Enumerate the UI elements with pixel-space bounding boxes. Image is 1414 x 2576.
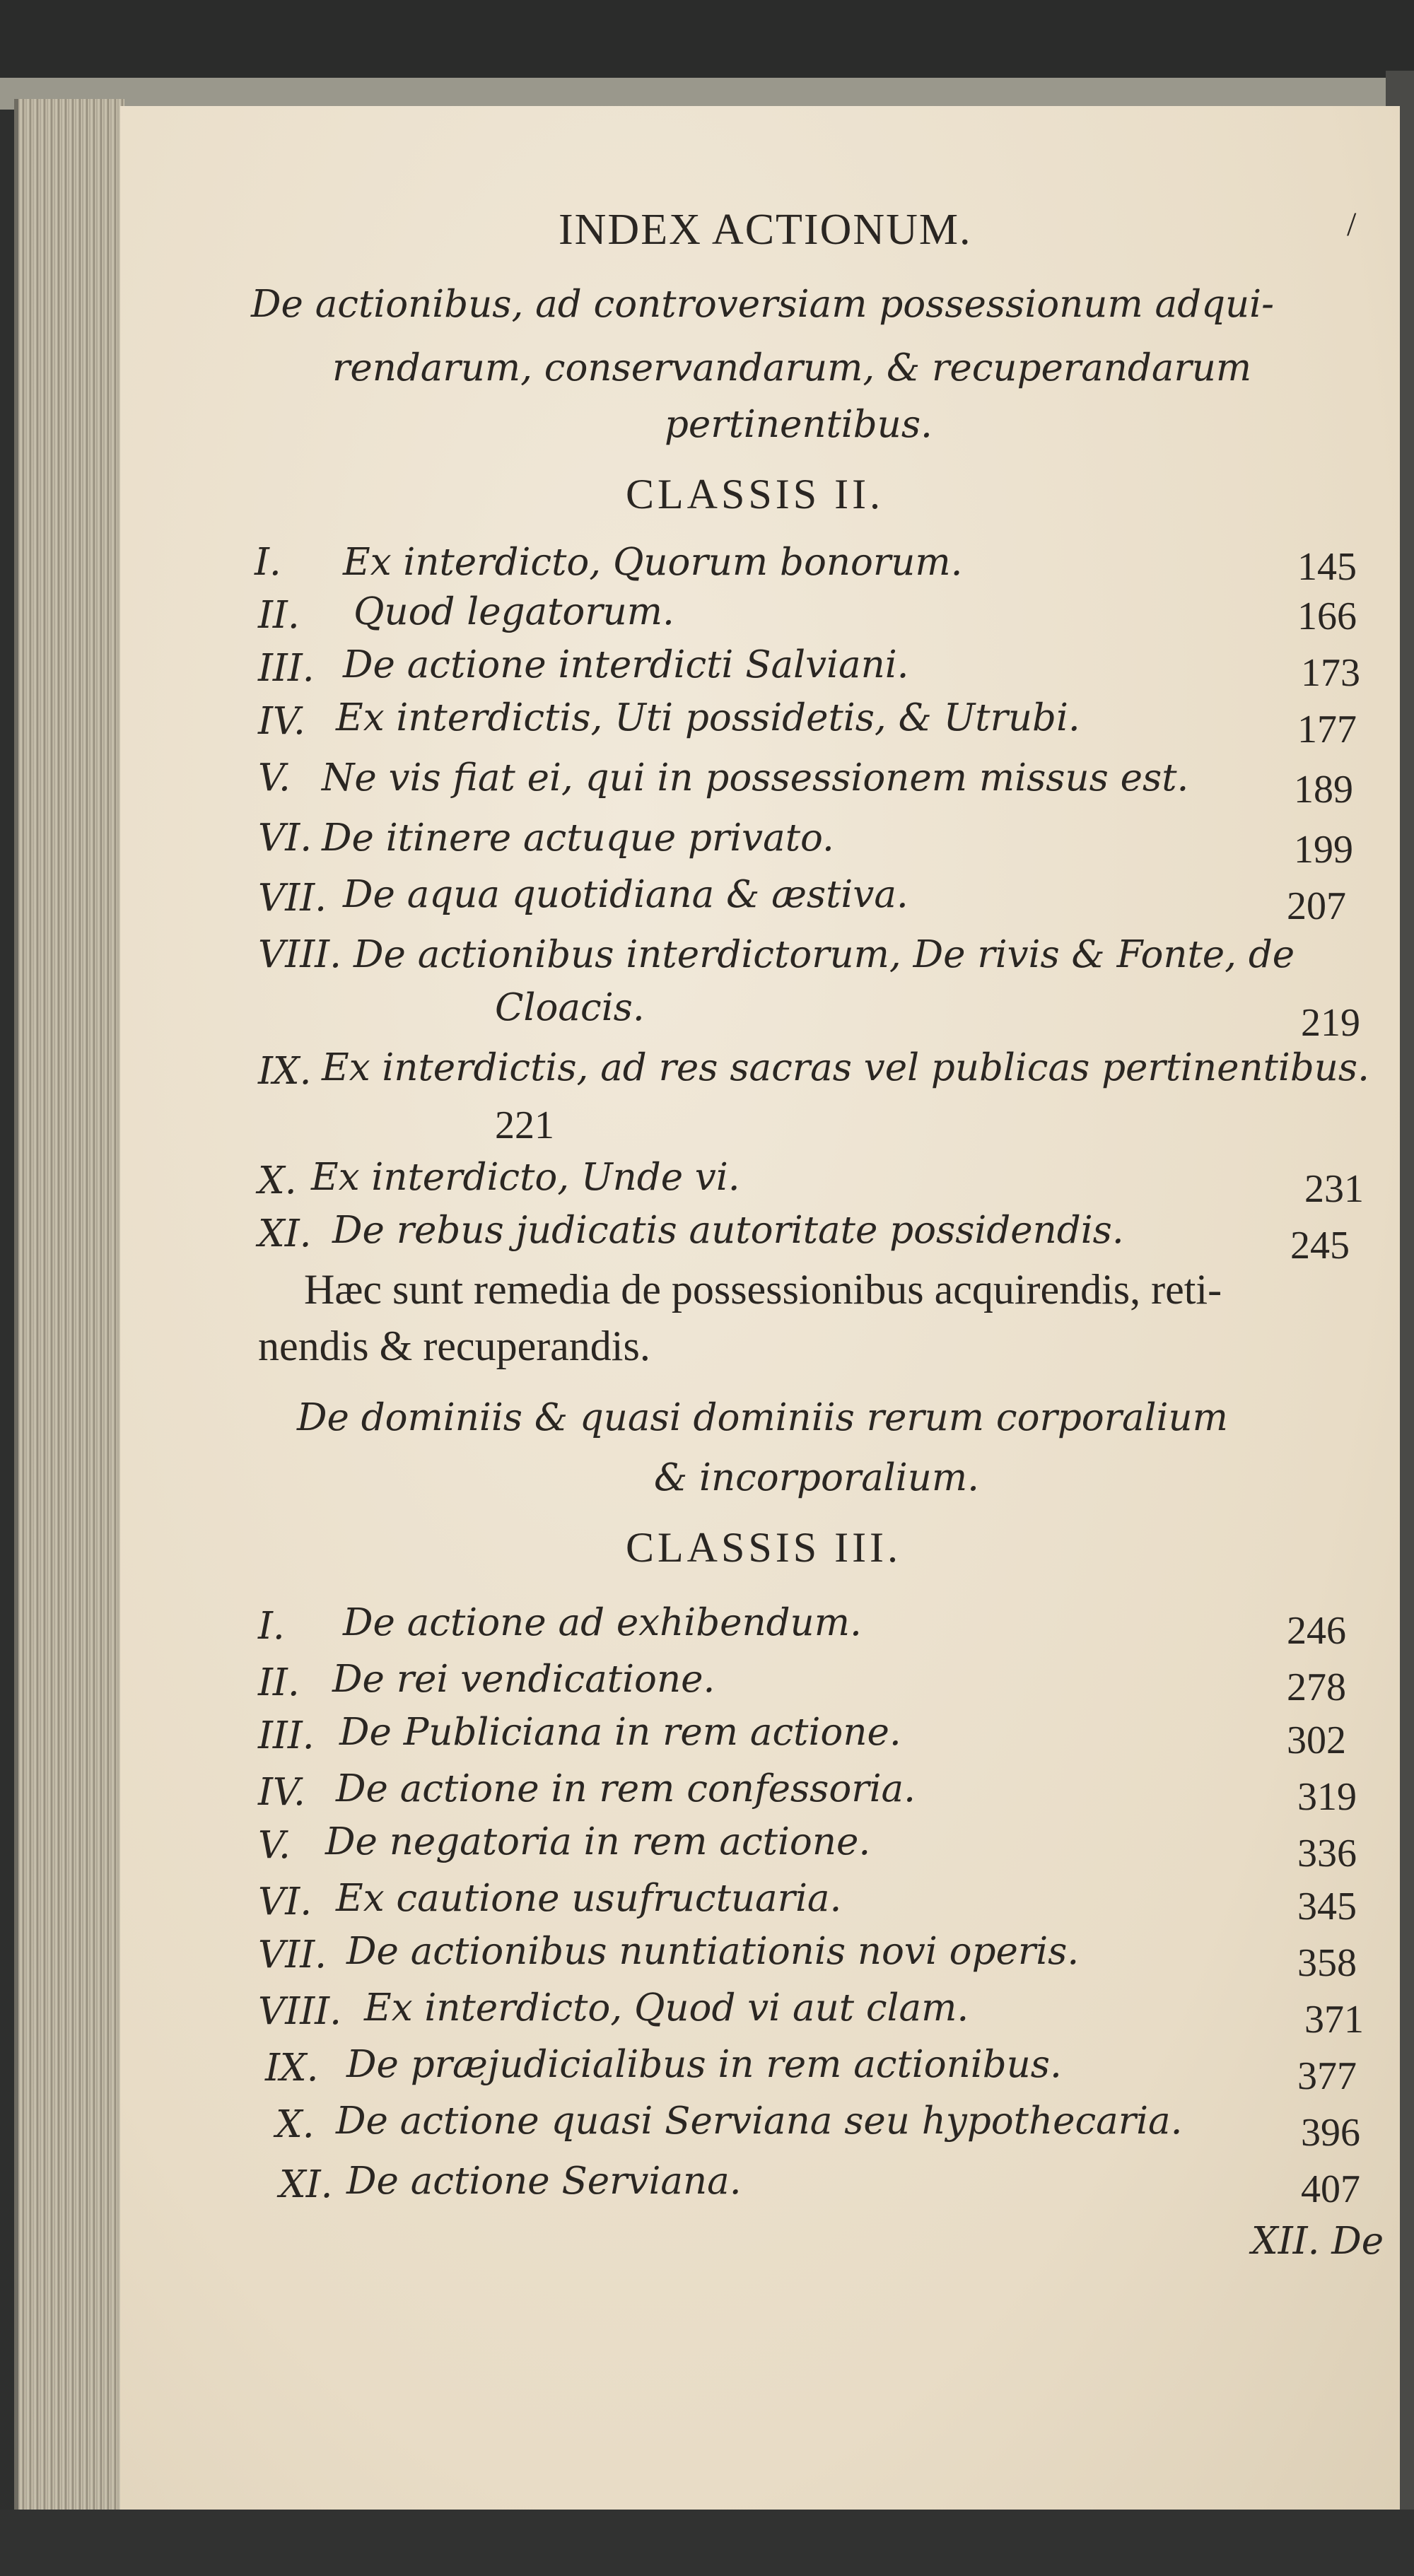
entry-numeral: VII. <box>258 877 327 920</box>
entry-numeral: XI. <box>279 2163 333 2206</box>
entry-numeral: IX. <box>258 1050 312 1093</box>
section-heading-line: pertinentibus. <box>665 403 933 446</box>
entry-numeral: X. <box>276 2103 315 2146</box>
entry-title: Ex interdicto, Quorum bonorum. <box>343 541 963 584</box>
entry-title: Quod legatorum. <box>354 590 674 633</box>
entry-numeral: VIII. <box>258 933 341 976</box>
entry-numeral: I. <box>255 541 281 584</box>
entry-numeral: I. <box>258 1605 285 1648</box>
scan-background-bottom <box>0 2510 1414 2576</box>
entry-numeral: IX. <box>265 2047 319 2090</box>
entry-title: De actione quasi Serviana seu hypothecaria. <box>336 2100 1183 2143</box>
entry-title: De præjudicialibus in rem actionibus. <box>346 2043 1062 2086</box>
entry-page: 245 <box>1290 1224 1350 1267</box>
entry-title: De aqua quotidiana & æstiva. <box>343 873 908 916</box>
entry-numeral: VI. <box>258 816 312 860</box>
section-heading-line: & incorporalium. <box>654 1456 979 1499</box>
entry-title: De actionibus interdictorum, De rivis & Fonte, de <box>354 933 1295 976</box>
entry-numeral: II. <box>258 594 300 637</box>
closing-line: nendis & recuperandis. <box>258 1323 650 1369</box>
entry-page: 278 <box>1287 1665 1346 1709</box>
entry-title: Ex interdicto, Unde vi. <box>311 1156 740 1199</box>
entry-title: De actione ad exhibendum. <box>343 1601 862 1644</box>
corner-mark: / <box>1347 206 1357 243</box>
entry-numeral: VI. <box>258 1880 312 1924</box>
closing-line: Hæc sunt remedia de possessionibus acquirendis, reti- <box>304 1266 1222 1313</box>
entry-page: 177 <box>1297 708 1357 751</box>
entry-title: De rebus judicatis autoritate possidendis. <box>332 1209 1124 1252</box>
section-heading-line: rendarum, conservandarum, & recuperandarum <box>332 346 1252 390</box>
entry-numeral: V. <box>258 756 291 800</box>
entry-title: De negatoria in rem actione. <box>325 1820 871 1863</box>
entry-title: Ex interdicto, Quod vi aut clam. <box>364 1986 969 2030</box>
entry-title: De itinere actuque privato. <box>322 816 834 860</box>
section-heading-line: De actionibus, ad controversiam possessionum adqui- <box>251 283 1274 326</box>
entry-numeral: IV. <box>258 1771 305 1814</box>
entry-page: 371 <box>1304 1998 1364 2042</box>
entry-title: De actione Serviana. <box>346 2160 742 2203</box>
entry-numeral: V. <box>258 1824 291 1867</box>
entry-page: 358 <box>1297 1941 1357 1985</box>
entry-page: 145 <box>1297 545 1357 589</box>
entry-page: 221 <box>495 1103 554 1147</box>
entry-numeral: X. <box>258 1159 297 1202</box>
entry-page: 319 <box>1297 1775 1357 1819</box>
entry-title: Ne vis fiat ei, qui in possessionem missus est. <box>322 756 1189 800</box>
entry-numeral: III. <box>258 1714 315 1757</box>
classis-heading: CLASSIS II. <box>626 471 884 517</box>
entry-page: 199 <box>1294 828 1353 872</box>
page-stack-edges <box>14 99 124 2524</box>
entry-title: De Publiciana in rem actione. <box>339 1711 901 1754</box>
entry-numeral: VII. <box>258 1933 327 1977</box>
catchword: XII. De <box>1251 2220 1384 2263</box>
entry-title: De actione interdicti Salviani. <box>343 643 909 686</box>
entry-page: 231 <box>1304 1167 1364 1211</box>
entry-page: 407 <box>1301 2167 1360 2211</box>
entry-page: 173 <box>1301 651 1360 695</box>
entry-page: 246 <box>1287 1609 1346 1653</box>
entry-title: De rei vendicatione. <box>332 1658 715 1701</box>
book-cover-edge <box>0 78 1414 110</box>
entry-page: 377 <box>1297 2054 1357 2098</box>
entry-numeral: IV. <box>258 700 305 743</box>
entry-page: 302 <box>1287 1719 1346 1762</box>
entry-page: 219 <box>1301 1001 1360 1045</box>
entry-page: 336 <box>1297 1832 1357 1875</box>
entry-page: 166 <box>1297 595 1357 638</box>
entry-numeral: XI. <box>258 1212 312 1255</box>
entry-title: De actionibus nuntiationis novi operis. <box>346 1930 1080 1973</box>
entry-title: Ex cautione usufructuaria. <box>336 1877 842 1920</box>
entry-page: 396 <box>1301 2111 1360 2155</box>
page-title: INDEX ACTIONUM. <box>559 206 972 254</box>
entry-title: Ex interdictis, Uti possidetis, & Utrubi. <box>336 696 1080 739</box>
entry-page: 207 <box>1287 884 1346 928</box>
entry-numeral: II. <box>258 1661 300 1704</box>
entry-title-continued: Cloacis. <box>495 986 645 1029</box>
entry-numeral: III. <box>258 647 315 690</box>
section-heading-line: De dominiis & quasi dominiis rerum corporalium <box>297 1396 1228 1439</box>
classis-heading: CLASSIS III. <box>626 1524 902 1571</box>
entry-page: 189 <box>1294 768 1353 812</box>
entry-title: De actione in rem confessoria. <box>336 1767 916 1810</box>
entry-page: 345 <box>1297 1885 1357 1928</box>
entry-numeral: VIII. <box>258 1990 341 2033</box>
entry-title: Ex interdictis, ad res sacras vel publicas pertinentibus. <box>322 1046 1369 1089</box>
